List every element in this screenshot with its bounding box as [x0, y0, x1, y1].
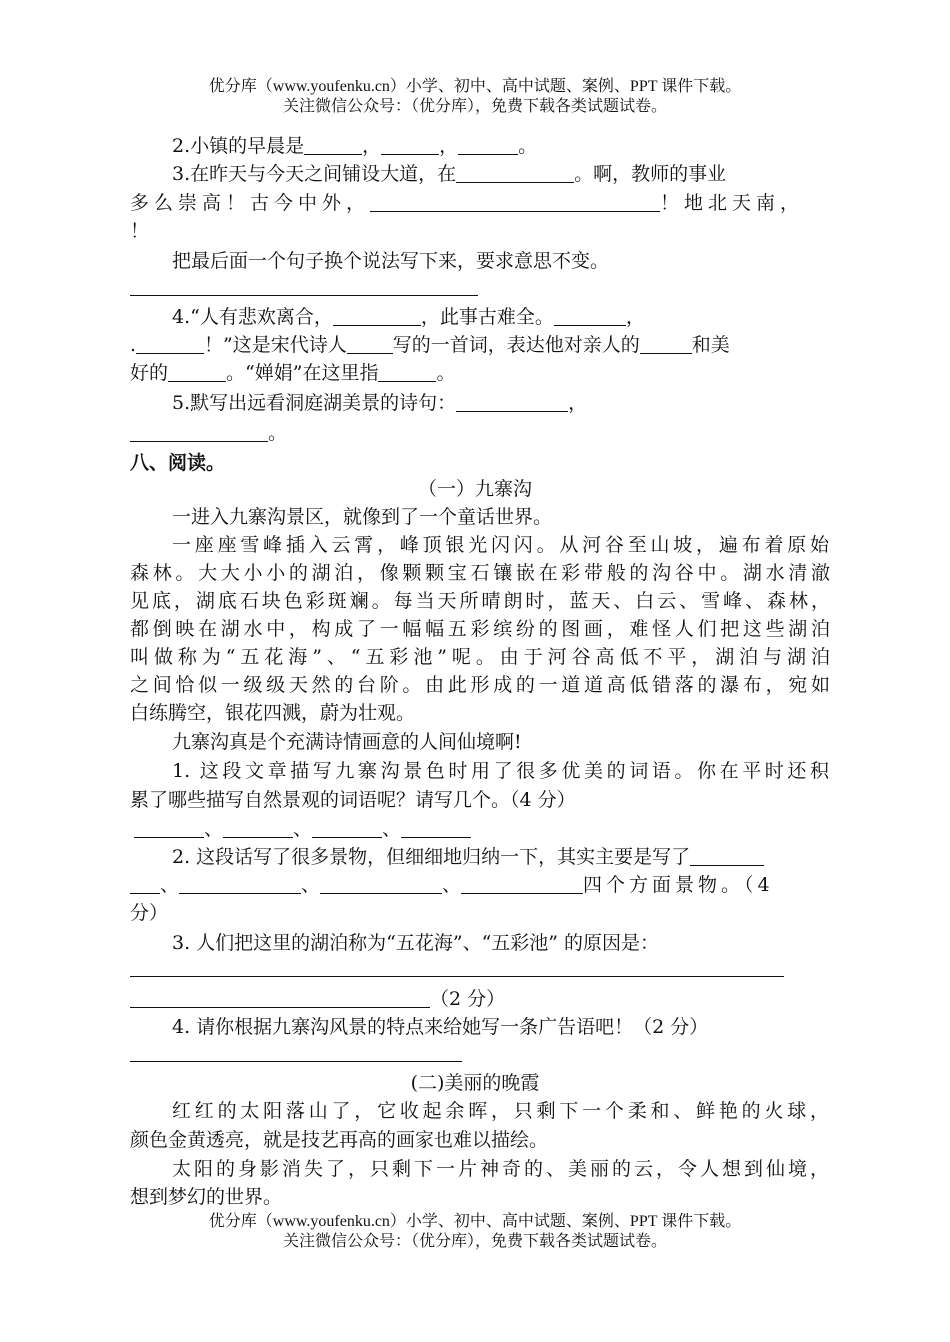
fill-q5-line-2 — [130, 419, 830, 447]
passage2-line: 太阳的身影消失了，只剩下一片神奇的、美丽的云，令人想到仙境， — [172, 1158, 829, 1180]
fill-q4-line-3 — [130, 359, 830, 387]
fill-q4-text-e: 写的一首词，表达他对亲人的 — [392, 334, 640, 356]
fill-q3-instruction: 把最后面一个句子换个说法写下来，要求意思不变。 — [172, 250, 610, 272]
blank[interactable] — [130, 875, 160, 894]
dot: . — [130, 334, 137, 356]
passage2-title: (二)美丽的晚霞 — [410, 1072, 540, 1094]
fill-q3-text-d: ！地北天南， — [660, 192, 805, 214]
question-2 — [172, 843, 872, 871]
footer-line-1: 优分库（www.youfenku.cn）小学、初中、高中试题、案例、PPT 课件下载。 — [208, 1213, 742, 1230]
fill-q3-line-1 — [172, 160, 872, 188]
fill-q3-text-b: 。啊，教师的事业 — [574, 163, 727, 185]
period: 。 — [268, 422, 288, 444]
answer-line[interactable] — [130, 976, 784, 977]
fill-q4-line-2 — [130, 331, 830, 359]
fill-q3-line-2 — [130, 189, 820, 217]
comma: ， — [439, 135, 459, 157]
blank[interactable] — [640, 335, 692, 354]
header-line-1: 优分库（www.youfenku.cn）小学、初中、高中试题、案例、PPT 课件下载。 — [208, 78, 742, 95]
passage2-line: 想到梦幻的世界。 — [130, 1186, 283, 1208]
comma: ， — [362, 135, 382, 157]
fill-q2 — [172, 132, 872, 160]
blank[interactable] — [130, 423, 268, 442]
passage2-line: 颜色金黄透亮，就是技艺再高的画家也难以描绘。 — [130, 1129, 549, 1151]
passage1-line: 一进入九寨沟景区，就像到了一个童话世界。 — [172, 506, 553, 528]
blank[interactable] — [168, 363, 226, 382]
separator: 、 — [204, 818, 224, 840]
fill-q4-text-a: 4.“人有悲欢离合， — [172, 306, 333, 328]
blank[interactable] — [456, 393, 568, 412]
period: 。 — [436, 362, 456, 384]
question-1-blanks — [134, 815, 834, 843]
fill-q3-text-c: 多么崇高！古今中外， — [130, 192, 371, 214]
passage1-line: 森林。大大小小的湖泊，像颗颗宝石镶嵌在彩带般的沟谷中。湖水清澈 — [130, 562, 830, 584]
question-2-text-b: 四个方面景物。（4 — [583, 874, 774, 896]
passage1-line: 白练腾空，银花四溅，蔚为壮观。 — [130, 702, 416, 724]
question-4: 4. 请你根据九寨沟风景的特点来给她写一条广告语吧！（2 分） — [172, 1016, 709, 1038]
blank[interactable] — [381, 136, 439, 155]
fill-q5-text: 5.默写出远看洞庭湖美景的诗句： — [172, 392, 457, 414]
fill-q4-line-1 — [172, 303, 872, 331]
question-2-text: 2. 这段话写了很多景物，但细细地归纳一下，其实主要是写了 — [172, 846, 691, 868]
fill-q4-text-g: 好的 — [130, 362, 169, 384]
blank[interactable] — [136, 335, 204, 354]
passage1-line: 九寨沟真是个充满诗情画意的人间仙境啊! — [172, 731, 522, 753]
passage1-line: 见底，湖底石块色彩斑斓。每当天所晴朗时，蓝天、白云、雪峰、森林， — [130, 590, 830, 612]
blank[interactable] — [134, 819, 204, 838]
blank[interactable] — [312, 819, 382, 838]
blank[interactable] — [461, 875, 583, 894]
blank[interactable] — [320, 875, 442, 894]
fill-q4-text-d: ！”这是宋代诗人 — [204, 334, 347, 356]
fill-q3-text-a: 3.在昨天与今天之间铺设大道，在 — [172, 163, 457, 185]
answer-line[interactable] — [130, 1061, 462, 1062]
fill-q3-line-3 — [130, 217, 830, 245]
blank[interactable] — [401, 819, 471, 838]
question-2-cont — [130, 871, 820, 899]
question-3-cont — [130, 985, 830, 1013]
passage1-line: 之间恰似一级级天然的台阶。由此形成的一道道高低错落的瀑布，宛如 — [130, 674, 830, 696]
passage1-line: 都倒映在湖水中，构成了一幅幅五彩缤纷的图画，难怪人们把这些湖泊 — [130, 618, 830, 640]
period: 。 — [518, 135, 538, 157]
blank[interactable] — [554, 307, 626, 326]
blank[interactable] — [223, 819, 293, 838]
separator: 、 — [382, 818, 402, 840]
passage1-line: 一座座雪峰插入云霄，峰顶银光闪闪。从河谷至山坡，遍布着原始 — [172, 534, 829, 556]
question-3: 3. 人们把这里的湖泊称为“五花海”、“五彩池” 的原因是： — [172, 932, 660, 954]
question-1: 1. 这段文章描写九寨沟景色时用了很多优美的词语。你在平时还积 — [172, 760, 829, 782]
section-title: 八、阅读。 — [130, 452, 226, 474]
fill-q4-text-b: ，此事古难全。 — [420, 306, 554, 328]
blank[interactable] — [456, 164, 574, 183]
question-2-points: 分） — [130, 902, 169, 924]
blank[interactable] — [130, 989, 430, 1008]
blank[interactable] — [458, 136, 518, 155]
separator: 、 — [301, 874, 321, 896]
header-line-2: 关注微信公众号：（优分库），免费下载各类试题试卷。 — [282, 98, 667, 115]
blank[interactable] — [333, 307, 421, 326]
blank[interactable] — [304, 136, 362, 155]
blank[interactable] — [378, 363, 436, 382]
question-3-points: （2 分） — [430, 988, 506, 1010]
comma: ， — [568, 392, 588, 414]
fill-q3-text-e: ！ — [130, 220, 150, 242]
passage1-line: 叫做称为“五花海”、“五彩池”呢。由于河谷高低不平，湖泊与湖泊 — [130, 646, 830, 668]
blank[interactable] — [179, 875, 301, 894]
footer-line-2: 关注微信公众号：（优分库），免费下载各类试题试卷。 — [282, 1233, 667, 1250]
comma: ， — [625, 306, 645, 328]
separator: 、 — [160, 874, 180, 896]
answer-line[interactable] — [130, 295, 478, 296]
separator: 、 — [442, 874, 462, 896]
question-1-cont: 累了哪些描写自然景观的词语呢？请写几个。（4 分） — [130, 789, 576, 811]
blank[interactable] — [690, 847, 764, 866]
blank[interactable] — [370, 193, 660, 212]
fill-q4-text-f: 和美 — [691, 334, 730, 356]
fill-q5-line-1 — [172, 389, 872, 417]
blank[interactable] — [347, 335, 393, 354]
fill-q2-text: 2.小镇的早晨是 — [172, 135, 305, 157]
passage2-line: 红红的太阳落山了，它收起余晖，只剩下一个柔和、鲜艳的火球， — [172, 1100, 829, 1122]
fill-q4-text-h: 。“婵娟”在这里指 — [226, 362, 379, 384]
passage1-title: （一）九寨沟 — [417, 478, 532, 500]
separator: 、 — [293, 818, 313, 840]
